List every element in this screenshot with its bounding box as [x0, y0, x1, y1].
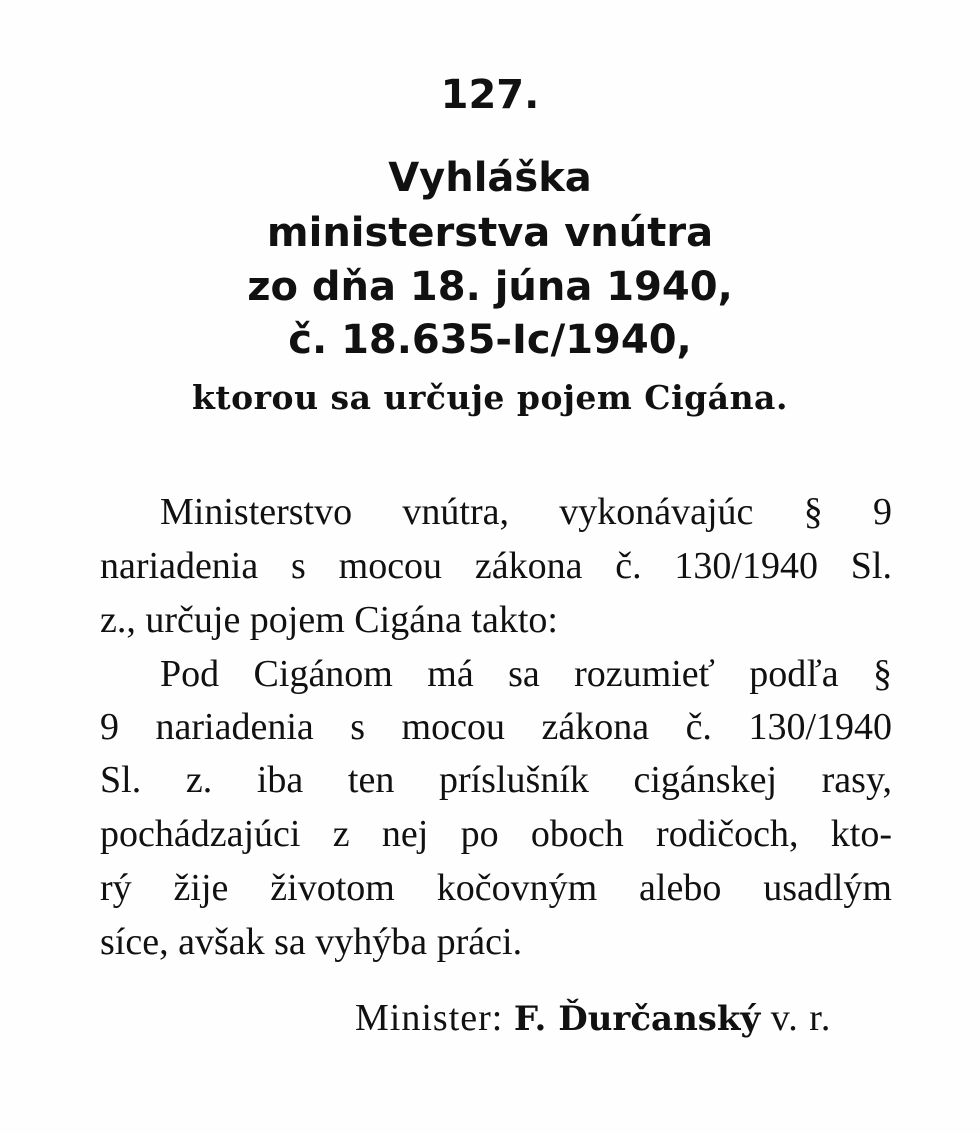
body-line: 9 nariadenia s mocou zákona č. 130/1940 — [100, 706, 892, 748]
body-line: Ministerstvo vnútra, vykonávajúc § 9 — [160, 491, 892, 533]
title-line-3: zo dňa 18. júna 1940, — [247, 264, 733, 310]
signature-label: Minister: — [355, 997, 504, 1039]
title-line-1: Vyhláška — [388, 155, 592, 201]
title-line-4: č. 18.635-Ic/1940, — [288, 317, 692, 363]
signature-name: F. Ďurčanský — [513, 999, 761, 1039]
decree-number: 127. — [440, 72, 540, 118]
body-line: síce, avšak sa vyhýba práci. — [100, 921, 523, 963]
body-line: nariadenia s mocou zákona č. 130/1940 Sl. — [100, 545, 892, 587]
body-line: z., určuje pojem Cigána takto: — [100, 599, 558, 641]
body-line: pochádzajúci z nej po oboch rodičoch, kto- — [100, 813, 892, 855]
subtitle: ktorou sa určuje pojem Cigána. — [192, 378, 788, 417]
signature — [355, 996, 831, 1040]
title-line-2: ministerstva vnútra — [266, 210, 714, 256]
body-line: Pod Cigánom má sa rozumieť podľa § — [160, 653, 892, 695]
signature-suffix: v. r. — [770, 997, 832, 1039]
body-line: Sl. z. iba ten príslušník cigánskej rasy, — [100, 759, 892, 801]
body-line: rý žije životom kočovným alebo usadlým — [100, 867, 892, 909]
